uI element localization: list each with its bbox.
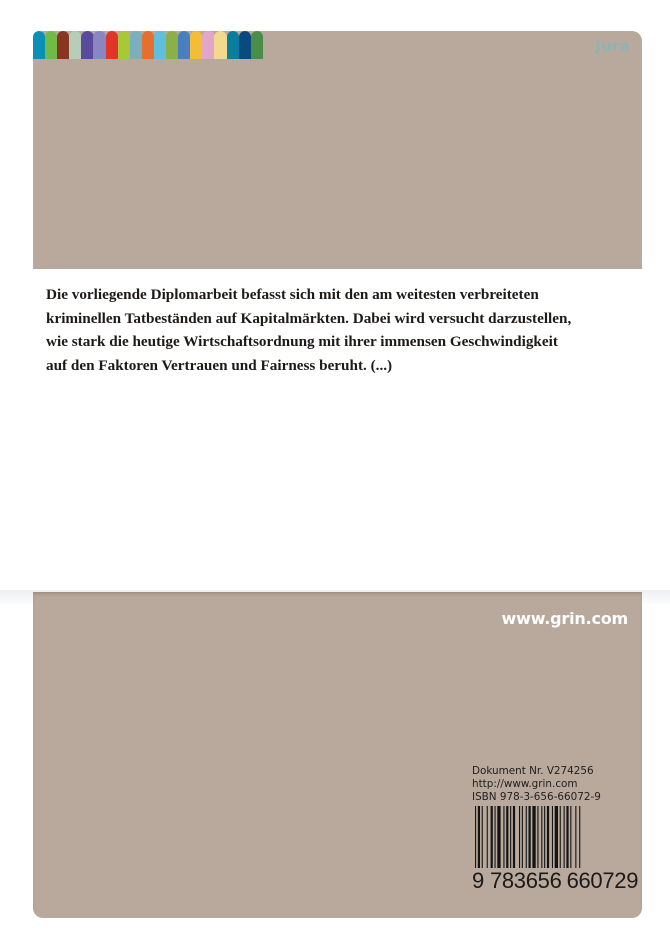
category-label: Jura	[595, 37, 630, 55]
barcode-right-group: 660729	[566, 868, 639, 893]
publisher-url[interactable]: http://www.grin.com	[472, 778, 578, 790]
color-tab	[227, 31, 239, 59]
description-line: kriminellen Tatbeständen auf Kapitalmärkten. Dabei wird versucht darzustellen,	[46, 309, 572, 327]
barcode-bars-icon	[471, 806, 633, 872]
color-tab	[81, 31, 93, 59]
isbn: ISBN 978-3-656-66072-9	[472, 791, 601, 803]
book-description	[46, 283, 606, 377]
color-tab	[214, 31, 226, 59]
description-line: auf den Faktoren Vertrauen und Fairness beruht. (...)	[46, 356, 393, 374]
document-info	[472, 765, 601, 804]
color-tab	[130, 31, 142, 59]
color-tab	[178, 31, 190, 59]
color-tab	[142, 31, 154, 59]
cover-bottom-panel	[33, 592, 642, 918]
color-tab	[166, 31, 178, 59]
color-tabs	[33, 31, 263, 59]
color-tab	[57, 31, 69, 59]
color-tab	[45, 31, 57, 59]
color-tab	[202, 31, 214, 59]
cover-top-panel	[33, 31, 642, 269]
publisher-website[interactable]: www.grin.com	[501, 609, 628, 628]
color-tab	[239, 31, 251, 59]
color-tab	[33, 31, 45, 59]
color-tab	[118, 31, 130, 59]
barcode-left-group: 783656	[489, 868, 562, 893]
color-tab	[190, 31, 202, 59]
color-tab	[93, 31, 105, 59]
color-tab	[69, 31, 81, 59]
color-tab	[251, 31, 263, 59]
barcode-first-digit: 9	[472, 868, 484, 893]
description-line: Die vorliegende Diplomarbeit befasst sich mit den am weitesten verbreiteten	[46, 286, 539, 303]
color-tab	[154, 31, 166, 59]
isbn-barcode	[471, 806, 639, 896]
document-number: Dokument Nr. V274256	[472, 765, 594, 777]
color-tab	[106, 31, 118, 59]
barcode-digits	[471, 868, 639, 894]
description-line: wie stark die heutige Wirtschaftsordnung mit ihrer immensen Geschwindigkeit	[46, 333, 558, 350]
